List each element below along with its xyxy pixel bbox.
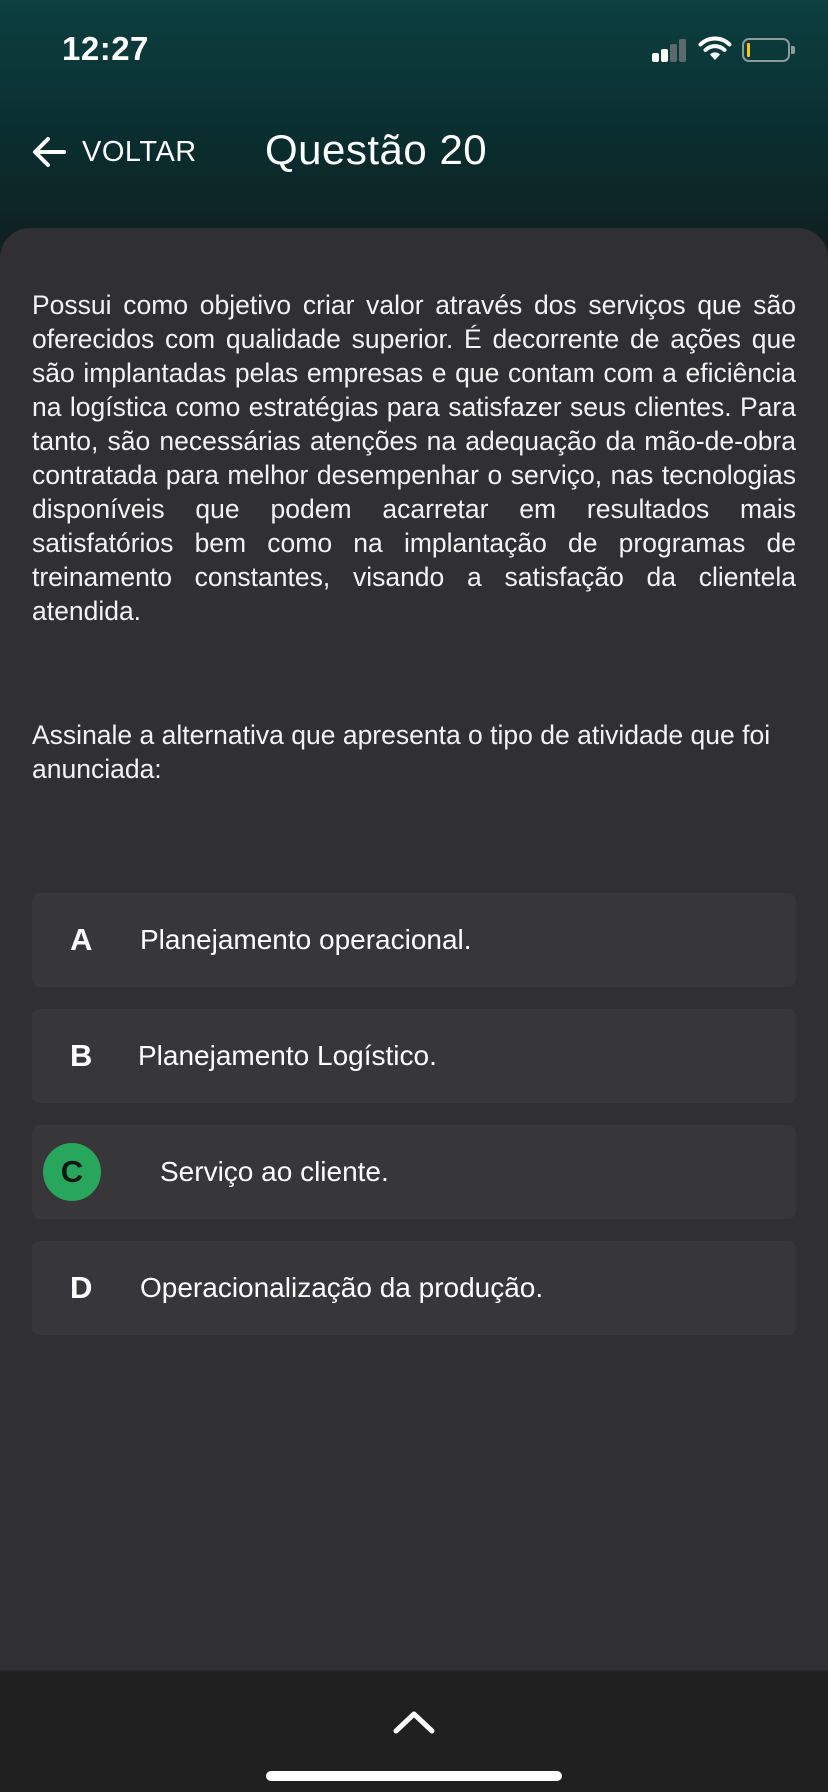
option-letter: D <box>70 1270 93 1305</box>
option-text: Planejamento Logístico. <box>138 1040 437 1071</box>
back-button[interactable] <box>28 126 197 178</box>
option-a[interactable] <box>32 893 796 987</box>
question-statement: Possui como objetivo criar valor através dos serviços que são oferecidos com qualidade superior. É decorrente de ações que são implantadas pelas empresas e que contam com a eficiência na logística como estratégias para satisfazer seus clientes. Para tanto, são necessárias atenções na adequação da mão-de-obra contratada para melhor desempenhar o serviço, nas tecnologias disponíveis que podem acarretar em resultados mais satisfatórios bem como na implantação de programas de treinamento constantes, visando a satisfação da clientela atendida. <box>32 290 796 626</box>
correct-answer-badge: C <box>43 1143 101 1201</box>
status-bar <box>0 0 828 100</box>
option-d[interactable] <box>32 1241 796 1335</box>
question-panel <box>0 228 828 1670</box>
option-text: Operacionalização da produção. <box>140 1272 544 1303</box>
battery-level <box>747 43 750 57</box>
option-letter: B <box>70 1038 93 1073</box>
page-title: Questão 20 <box>265 126 488 173</box>
home-indicator[interactable] <box>266 1771 562 1781</box>
arrow-left-icon <box>28 131 70 173</box>
bottom-bar <box>0 1670 828 1792</box>
chevron-up-icon[interactable] <box>390 1705 438 1739</box>
option-text: Serviço ao cliente. <box>160 1156 389 1187</box>
battery-icon <box>742 38 790 62</box>
question-prompt: Assinale a alternativa que apresenta o tipo de atividade que foi anunciada: <box>32 720 771 784</box>
option-c[interactable] <box>32 1125 796 1219</box>
wifi-icon <box>698 34 732 62</box>
option-text: Planejamento operacional. <box>140 924 472 955</box>
status-time: 12:27 <box>62 30 149 67</box>
signal-bars-icon <box>652 38 688 62</box>
option-letter: A <box>70 922 93 957</box>
back-label: VOLTAR <box>82 135 197 168</box>
option-b[interactable] <box>32 1009 796 1103</box>
